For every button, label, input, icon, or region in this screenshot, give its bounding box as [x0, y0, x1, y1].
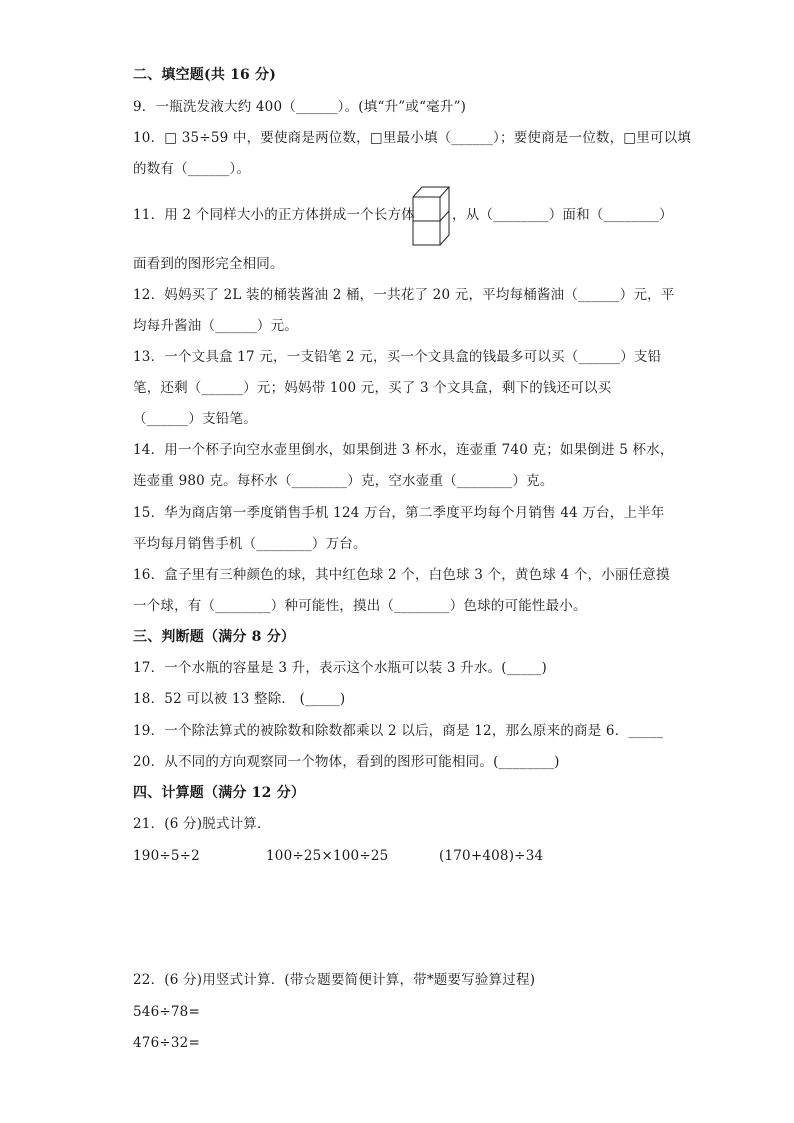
section-fill-in-title: 二、填空题(共 16 分) — [133, 67, 277, 83]
question-9: 9．一瓶洗发液大约 400（______）。(填“升”或“毫升”) — [133, 99, 467, 115]
question-16-line-2: 一个球，有（________）种可能性，摸出（________）色球的可能性最小。 — [133, 598, 587, 614]
question-10-line-1: 10．□ 35÷59 中，要使商是两位数，□里最小填（______）；要使商是一位数，□里可以填 — [133, 130, 692, 146]
question-15-line-1: 15．华为商店第一季度销售手机 124 万台，第二季度平均每个月销售 44 万台，上半年 — [133, 505, 665, 521]
question-13-line-2: 笔，还剩（______）元；妈妈带 100 元，买了 3 个文具盒，剩下的钱还可以买 — [133, 380, 612, 396]
question-12-line-1: 12．妈妈买了 2L 装的桶装酱油 2 桶，一共花了 20 元，平均每桶酱油（______）元，平 — [133, 287, 675, 303]
question-21-expr-2: 100÷25×100÷25 — [266, 848, 389, 864]
question-21-expr-1: 190÷5÷2 — [133, 848, 200, 864]
question-14-line-1: 14．用一个杯子向空水壶里倒水，如果倒进 3 杯水，连壶重 740 克；如果倒进 5 杯水， — [133, 442, 674, 458]
question-15-line-2: 平均每月销售手机（________）万台。 — [133, 536, 367, 552]
question-10-line-2: 的数有（______）。 — [133, 161, 251, 177]
question-19: 19．一个除法算式的被除数和除数都乘以 2 以后，商是 12，那么原来的商是 6．_____ — [133, 723, 664, 739]
question-21-expr-3: (170+408)÷34 — [439, 848, 544, 864]
question-20: 20．从不同的方向观察同一个物体，看到的图形可能相同。(________) — [133, 754, 560, 770]
question-11-part-b: ，从（________）面和（________） — [452, 207, 673, 223]
section-calculation-title: 四、计算题（满分 12 分） — [133, 785, 306, 801]
question-13-line-3: （______）支铅笔。 — [133, 411, 257, 427]
question-22-expr-1: 546÷78= — [133, 1004, 200, 1020]
question-18: 18．52 可以被 13 整除． (_____) — [133, 691, 346, 707]
question-17: 17．一个水瓶的容量是 3 升，表示这个水瓶可以装 3 升水。(_____) — [133, 660, 547, 676]
question-16-line-1: 16．盒子里有三种颜色的球，其中红色球 2 个，白色球 3 个，黄色球 4 个，小丽任意摸 — [133, 567, 670, 583]
section-judgement-title: 三、判断题（满分 8 分） — [133, 629, 296, 645]
question-22-expr-2: 476÷32= — [133, 1035, 200, 1051]
question-14-line-2: 连壶重 980 克。每杯水（________）克，空水壶重（________）克。 — [133, 473, 554, 489]
question-11-part-a: 11．用 2 个同样大小的正方体拼成一个长方体 — [133, 207, 415, 223]
question-13-line-1: 13．一个文具盒 17 元，一支铅笔 2 元，买一个文具盒的钱最多可以买（______）支铅 — [133, 349, 662, 365]
question-21-title: 21．(6 分)脱式计算． — [133, 816, 271, 832]
question-12-line-2: 均每升酱油（______）元。 — [133, 318, 298, 334]
question-11-line-2: 面看到的图形完全相同。 — [133, 256, 284, 272]
cuboid-figure — [412, 186, 450, 246]
question-22-title: 22．(6 分)用竖式计算．(带☆题要简便计算，带*题要写验算过程) — [133, 972, 536, 988]
